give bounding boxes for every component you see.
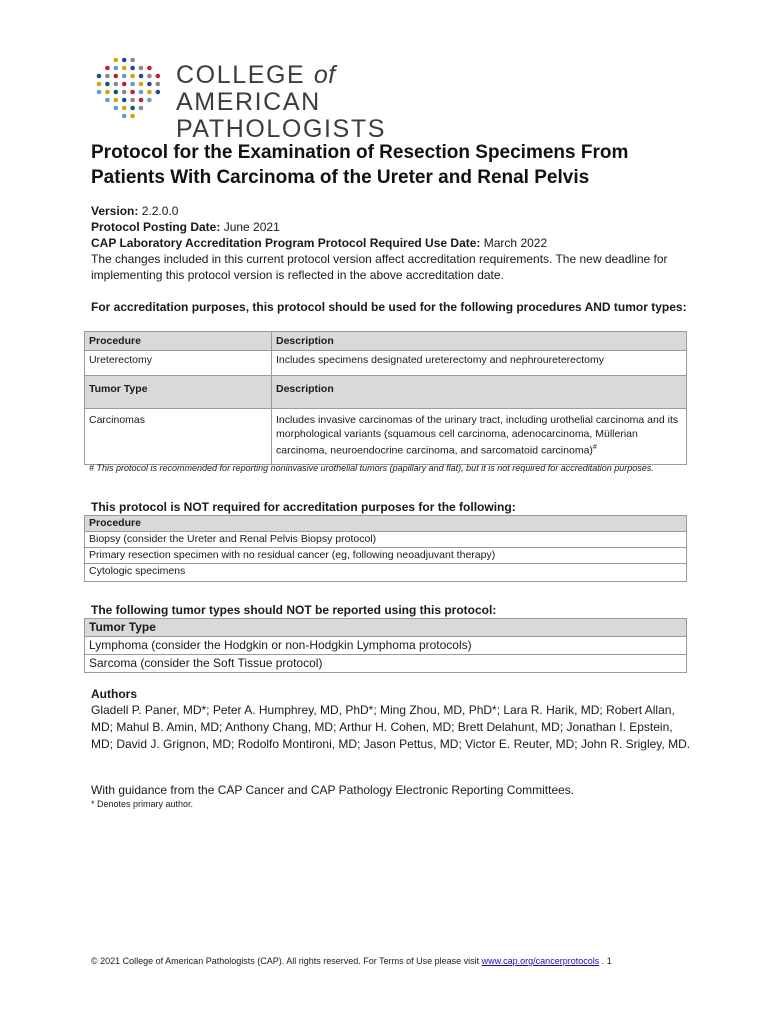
procedure-header: Procedure <box>85 332 272 351</box>
table-row: Ureterectomy Includes specimens designated ureterectomy and nephroureterectomy <box>85 351 687 376</box>
logo-wordmark <box>176 62 474 143</box>
logo-dot <box>105 66 110 71</box>
tumor-description-header: Description <box>272 376 687 409</box>
logo-dot <box>122 74 127 79</box>
description-header: Description <box>272 332 687 351</box>
logo-dot <box>139 66 144 71</box>
logo-dot <box>114 66 119 71</box>
guidance-text: With guidance from the CAP Cancer and CAP Pathology Electronic Reporting Committees. <box>91 783 575 797</box>
not-required-table <box>84 515 687 582</box>
logo-dot <box>114 82 119 87</box>
logo-dot <box>147 66 152 71</box>
not-required-heading: This protocol is NOT required for accreditation purposes for the following: <box>91 500 516 514</box>
logo-dot <box>147 90 152 95</box>
accreditation-heading: For accreditation purposes, this protocol should be used for the following procedures AND tumor types: <box>91 300 687 314</box>
logo-dot <box>130 74 135 79</box>
logo-dot <box>114 90 119 95</box>
procedure-header: Procedure <box>85 516 687 532</box>
logo-dot <box>156 90 161 95</box>
logo-dot <box>130 90 135 95</box>
logo-dot <box>122 58 127 63</box>
authors-list: Gladell P. Paner, MD*; Peter A. Humphrey, MD, PhD*; Ming Zhou, MD, PhD*; Lara R. Harik, MD; Robert Allan, MD; Mahul B. Amin, MD; Anthony Chang, MD; Arthur H. Cohen, MD; Brett Delahunt, MD; Jonathan I. Epstein, MD; David J. Grignon, MD; Rodolfo Montironi, MD; Jason Pettus, MD; Victor E. Reuter, MD; John R. Srigley, MD. <box>91 703 691 751</box>
logo-dot <box>139 98 144 103</box>
procedures-table <box>84 331 687 465</box>
table-row: Lymphoma (consider the Hodgkin or non-Hodgkin Lymphoma protocols) <box>85 637 687 655</box>
page-title: Protocol for the Examination of Resection Specimens From Patients With Carcinoma of the Ureter and Renal Pelvis <box>91 142 629 188</box>
authors-heading: Authors <box>91 687 137 701</box>
logo-dot <box>130 106 135 111</box>
logo-dot <box>122 98 127 103</box>
logo-dot <box>114 106 119 111</box>
logo-dot <box>139 90 144 95</box>
primary-author-note: * Denotes primary author. <box>91 799 194 809</box>
logo-dot <box>122 66 127 71</box>
logo-dot <box>156 74 161 79</box>
not-reported-heading: The following tumor types should NOT be reported using this protocol: <box>91 603 497 617</box>
logo-line-2: PATHOLOGISTS <box>176 115 386 143</box>
not-reported-table <box>84 618 687 673</box>
logo-dot <box>147 74 152 79</box>
protocol-meta: Version: 2.2.0.0 Protocol Posting Date: June 2021 CAP Laboratory Accreditation Program Protocol Required Use Date: March 2022 The changes included in this current protocol version affect accreditation requirements. The new deadline for implementing this protocol version is reflected in the above accreditation date. <box>91 203 691 283</box>
logo-dot <box>97 74 102 79</box>
logo-dot <box>130 66 135 71</box>
cap-logo <box>94 56 474 143</box>
logo-line-1: COLLEGE of AMERICAN <box>176 61 336 116</box>
logo-dot <box>139 106 144 111</box>
table-row: Sarcoma (consider the Soft Tissue protocol) <box>85 655 687 673</box>
logo-dot <box>156 82 161 87</box>
logo-dot <box>97 82 102 87</box>
table-row: Carcinomas Includes invasive carcinomas of the urinary tract, including urothelial carcinoma and its morphological variants (squamous cell carcinoma, adenocarcinoma, Müllerian carcinoma, neuroendocrine carcinoma, and sarcomatoid carcinoma)# <box>85 409 687 465</box>
logo-dot <box>130 58 135 63</box>
logo-dot <box>105 90 110 95</box>
logo-dot <box>130 98 135 103</box>
logo-dot <box>122 90 127 95</box>
tumor-type-header: Tumor Type <box>85 376 272 409</box>
cancer-protocols-link[interactable]: www.cap.org/cancerprotocols <box>481 956 600 966</box>
logo-dot <box>122 114 127 119</box>
logo-dot <box>130 82 135 87</box>
page-footer: © 2021 College of American Pathologists (CAP). All rights reserved. For Terms of Use please visit www.cap.org/cancerprotocols . 1 <box>91 956 612 966</box>
logo-dot <box>122 82 127 87</box>
logo-dot <box>147 82 152 87</box>
logo-dot <box>122 106 127 111</box>
logo-dot <box>139 74 144 79</box>
logo-dot <box>105 82 110 87</box>
tumor-type-header: Tumor Type <box>85 619 687 637</box>
logo-dot <box>114 58 119 63</box>
table-row: Cytologic specimens <box>85 564 687 582</box>
footnote: # This protocol is recommended for reporting noninvasive urothelial tumors (papillary and flat), but it is not required for accreditation purposes. <box>89 463 654 473</box>
logo-dot <box>105 74 110 79</box>
logo-dot <box>105 98 110 103</box>
logo-dot <box>114 98 119 103</box>
changes-text: The changes included in this current protocol version affect accreditation requirements. The new deadline for implementing this protocol version is reflected in the above accreditation date. <box>91 252 668 282</box>
logo-dot <box>147 98 152 103</box>
table-row: Primary resection specimen with no residual cancer (eg, following neoadjuvant therapy) <box>85 548 687 564</box>
logo-dot <box>114 74 119 79</box>
logo-dots-icon <box>94 56 164 120</box>
logo-dot <box>97 90 102 95</box>
page-number: . 1 <box>601 956 612 966</box>
logo-dot <box>130 114 135 119</box>
logo-dot <box>139 82 144 87</box>
table-row: Biopsy (consider the Ureter and Renal Pelvis Biopsy protocol) <box>85 532 687 548</box>
